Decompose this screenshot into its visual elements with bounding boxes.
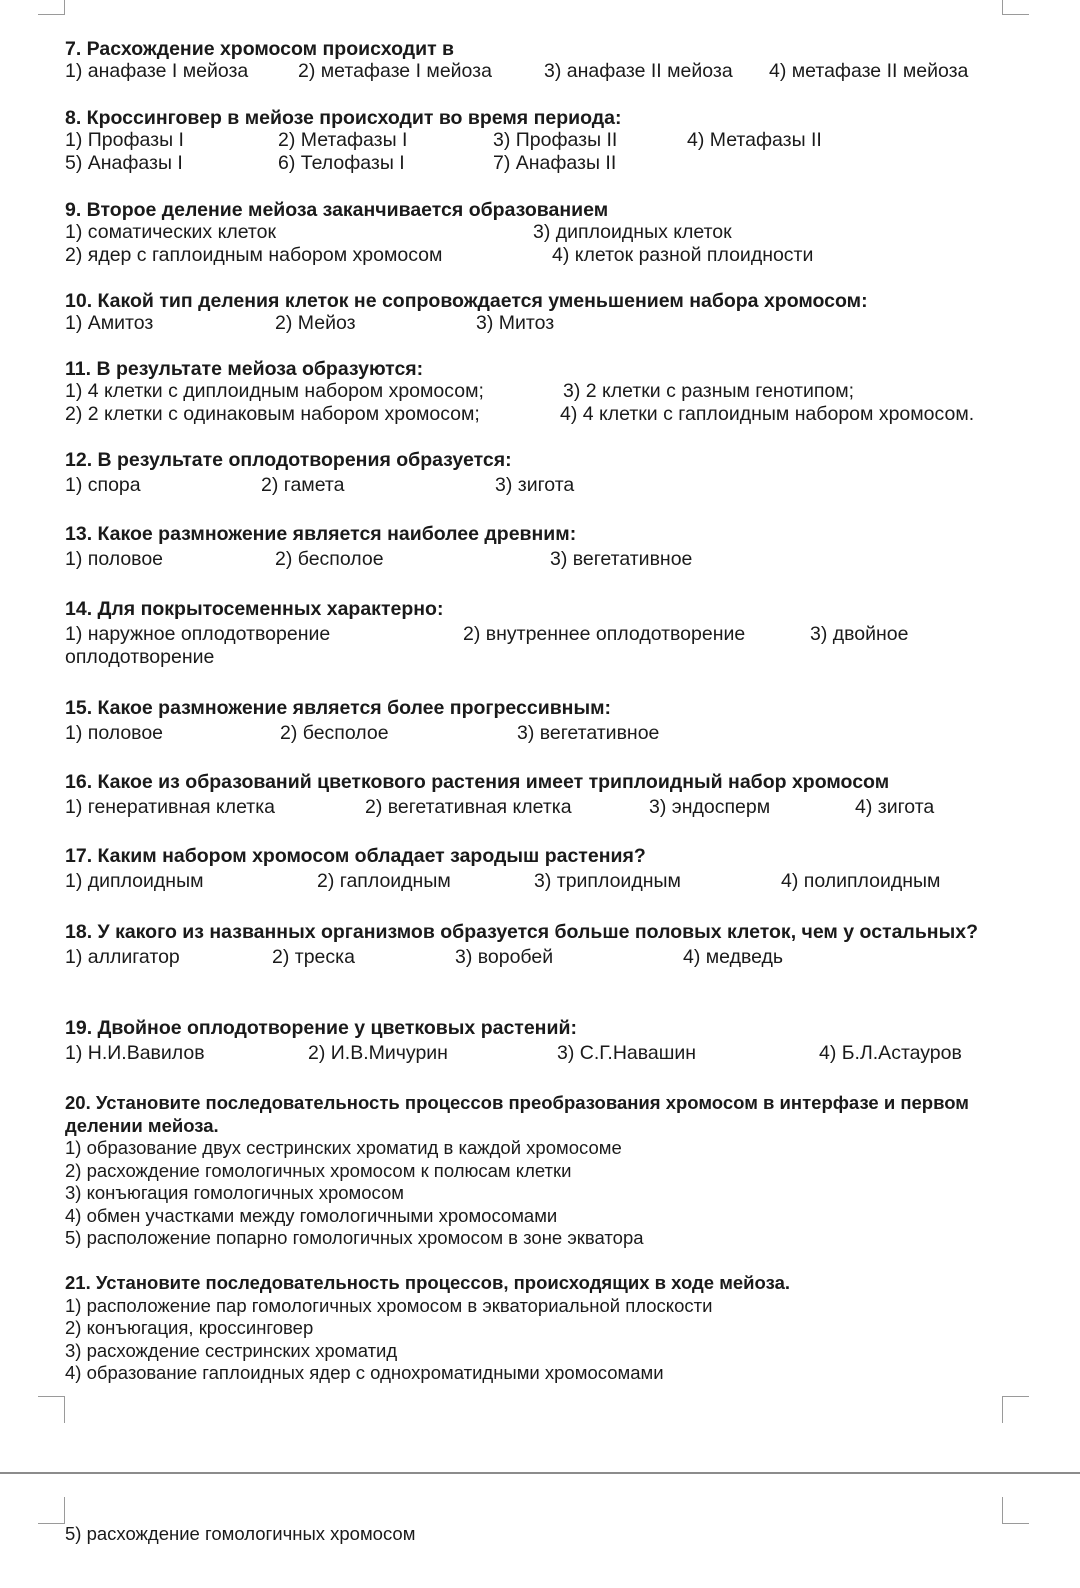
option: 1) Н.И.Вавилов bbox=[65, 1042, 205, 1064]
question-title: 14. Для покрытосеменных характерно: bbox=[65, 598, 444, 620]
option: 1) аллигатор bbox=[65, 946, 180, 968]
option: 1) наружное оплодотворение bbox=[65, 623, 331, 645]
option-continuation: оплодотворение bbox=[65, 646, 215, 668]
question-title: 21. Установите последовательность процессов, происходящих в ходе мейоза. bbox=[65, 1272, 790, 1293]
option: 2) бесполое bbox=[275, 548, 384, 570]
options-row bbox=[65, 946, 1065, 969]
option: 1) анафазе I мейоза bbox=[65, 60, 249, 82]
question-12 bbox=[65, 450, 1065, 494]
options-row bbox=[65, 380, 1065, 403]
option: 1) генеративная клетка bbox=[65, 796, 275, 818]
question-title: 11. В результате мейоза образуются: bbox=[65, 358, 424, 380]
question-13 bbox=[65, 524, 1065, 568]
option: 2) Мейоз bbox=[275, 312, 356, 334]
options-row bbox=[65, 623, 1065, 646]
question-10 bbox=[65, 291, 1065, 335]
option: 1) соматических клеток bbox=[65, 221, 276, 243]
question-title: 9. Второе деление мейоза заканчивается образованием bbox=[65, 199, 609, 221]
options-row bbox=[65, 129, 1065, 152]
option: 2) внутреннее оплодотворение bbox=[463, 623, 746, 645]
option: 3) зигота bbox=[495, 474, 575, 496]
option: 2) И.В.Мичурин bbox=[308, 1042, 448, 1064]
option: 2) вегетативная клетка bbox=[365, 796, 572, 818]
option: 3) диплоидных клеток bbox=[533, 221, 732, 243]
options-row bbox=[65, 646, 1065, 669]
option: 1) спора bbox=[65, 474, 141, 496]
option: 2) метафазе I мейоза bbox=[298, 60, 492, 82]
option: 4) 4 клетки с гаплоидным набором хромосом. bbox=[560, 403, 975, 425]
option: 4) Б.Л.Астауров bbox=[819, 1042, 962, 1064]
question-title: 19. Двойное оплодотворение у цветковых растений: bbox=[65, 1017, 577, 1039]
options-row bbox=[65, 548, 1065, 571]
option: 3) вегетативное bbox=[550, 548, 693, 570]
question-9 bbox=[65, 200, 1065, 267]
options-row bbox=[65, 221, 1065, 244]
sequence-item: 5) расположение попарно гомологичных хромосом в зоне экватора bbox=[65, 1227, 644, 1249]
question-7 bbox=[65, 39, 1065, 83]
page-corner-mark-top-right bbox=[1002, 0, 1029, 15]
option: 2) ядер с гаплоидным набором хромосом bbox=[65, 244, 443, 266]
option: 3) двойное bbox=[810, 623, 909, 645]
page-separator bbox=[0, 1472, 1080, 1474]
options-row bbox=[65, 796, 1065, 819]
option: 3) вегетативное bbox=[517, 722, 660, 744]
sequence-item: 1) образование двух сестринских хроматид в каждой хромосоме bbox=[65, 1137, 622, 1158]
option: 6) Телофазы I bbox=[278, 152, 405, 174]
option: 2) бесполое bbox=[280, 722, 389, 744]
question-title: 20. Установите последовательность процессов преобразования хромосом в интерфазе и первом делении мейоза. bbox=[65, 1092, 969, 1136]
option: 4) Метафазы II bbox=[687, 129, 822, 151]
option: 3) Профазы II bbox=[493, 129, 618, 151]
option: 3) эндосперм bbox=[649, 796, 771, 818]
options-row bbox=[65, 722, 1065, 745]
question-14 bbox=[65, 599, 1065, 666]
page-corner-mark-top-left bbox=[38, 0, 65, 15]
option: 3) Митоз bbox=[476, 312, 555, 334]
question-17 bbox=[65, 846, 1065, 890]
option: 5) Анафазы I bbox=[65, 152, 183, 174]
question-title: 15. Какое размножение является более прогрессивным: bbox=[65, 697, 612, 719]
page-corner-mark-bottom-left bbox=[38, 1396, 65, 1423]
sequence-item: 4) образование гаплоидных ядер с однохроматидными хромосомами bbox=[65, 1362, 664, 1384]
question-title: 17. Каким набором хромосом обладает зародыш растения? bbox=[65, 845, 646, 867]
sequence-item: 2) расхождение гомологичных хромосом к полюсам клетки bbox=[65, 1159, 572, 1181]
options-row bbox=[65, 474, 1065, 497]
option: 3) С.Г.Навашин bbox=[557, 1042, 697, 1064]
question-16 bbox=[65, 772, 1065, 816]
options-row bbox=[65, 870, 1065, 893]
option: 4) клеток разной плоидности bbox=[552, 244, 814, 266]
option: 4) метафазе II мейоза bbox=[769, 60, 969, 82]
option: 2) 2 клетки с одинаковым набором хромосом; bbox=[65, 403, 480, 425]
question-title: 18. У какого из названных организмов образуется больше половых клеток, чем у остальных? bbox=[65, 921, 978, 943]
option: 3) 2 клетки с разным генотипом; bbox=[563, 380, 855, 402]
question-8 bbox=[65, 108, 1065, 175]
options-row bbox=[65, 244, 1065, 267]
option: 1) Амитоз bbox=[65, 312, 154, 334]
question-title: 13. Какое размножение является наиболее древним: bbox=[65, 523, 577, 545]
question-11 bbox=[65, 359, 1065, 426]
option: 4) полиплоидным bbox=[781, 870, 941, 892]
options-row bbox=[65, 1042, 1065, 1065]
sequence-item: 5) расхождение гомологичных хромосом bbox=[65, 1523, 416, 1544]
option: 1) Профазы I bbox=[65, 129, 184, 151]
options-row bbox=[65, 60, 1065, 83]
sequence-item: 2) конъюгация, кроссинговер bbox=[65, 1317, 314, 1339]
question-title: 7. Расхождение хромосом происходит в bbox=[65, 38, 455, 60]
page-corner-mark-page2-top-right bbox=[1002, 1497, 1029, 1524]
option: 2) гаплоидным bbox=[317, 870, 451, 892]
page2-continuation bbox=[65, 1523, 1065, 1546]
option: 1) половое bbox=[65, 722, 164, 744]
option: 2) Метафазы I bbox=[278, 129, 408, 151]
option: 1) диплоидным bbox=[65, 870, 204, 892]
page-corner-mark-bottom-right bbox=[1002, 1396, 1029, 1423]
option: 2) треска bbox=[272, 946, 355, 968]
question-21 bbox=[65, 1272, 1065, 1385]
page-corner-mark-page2-top-left bbox=[38, 1497, 65, 1524]
sequence-item: 1) расположение пар гомологичных хромосом в экваториальной плоскости bbox=[65, 1294, 713, 1316]
option: 4) медведь bbox=[683, 946, 784, 968]
question-20 bbox=[65, 1092, 1065, 1250]
sequence-item: 4) обмен участками между гомологичными хромосомами bbox=[65, 1204, 558, 1226]
question-title: 16. Какое из образований цветкового растения имеет триплоидный набор хромосом bbox=[65, 771, 890, 793]
options-row bbox=[65, 312, 1065, 335]
question-19 bbox=[65, 1018, 1065, 1062]
options-row bbox=[65, 152, 1065, 175]
question-title: 12. В результате оплодотворения образуется: bbox=[65, 449, 512, 471]
option: 7) Анафазы II bbox=[493, 152, 617, 174]
options-row bbox=[65, 403, 1065, 426]
option: 4) зигота bbox=[855, 796, 935, 818]
question-18 bbox=[65, 920, 1065, 967]
sequence-item: 3) конъюгация гомологичных хромосом bbox=[65, 1182, 404, 1204]
option: 3) анафазе II мейоза bbox=[544, 60, 733, 82]
question-15 bbox=[65, 698, 1065, 742]
question-title: 10. Какой тип деления клеток не сопровождается уменьшением набора хромосом: bbox=[65, 290, 868, 312]
option: 2) гамета bbox=[261, 474, 345, 496]
sequence-item: 3) расхождение сестринских хроматид bbox=[65, 1339, 398, 1361]
option: 1) половое bbox=[65, 548, 164, 570]
option: 1) 4 клетки с диплоидным набором хромосом; bbox=[65, 380, 484, 402]
question-title: 8. Кроссинговер в мейозе происходит во время периода: bbox=[65, 107, 622, 129]
option: 3) триплоидным bbox=[534, 870, 681, 892]
option: 3) воробей bbox=[455, 946, 554, 968]
